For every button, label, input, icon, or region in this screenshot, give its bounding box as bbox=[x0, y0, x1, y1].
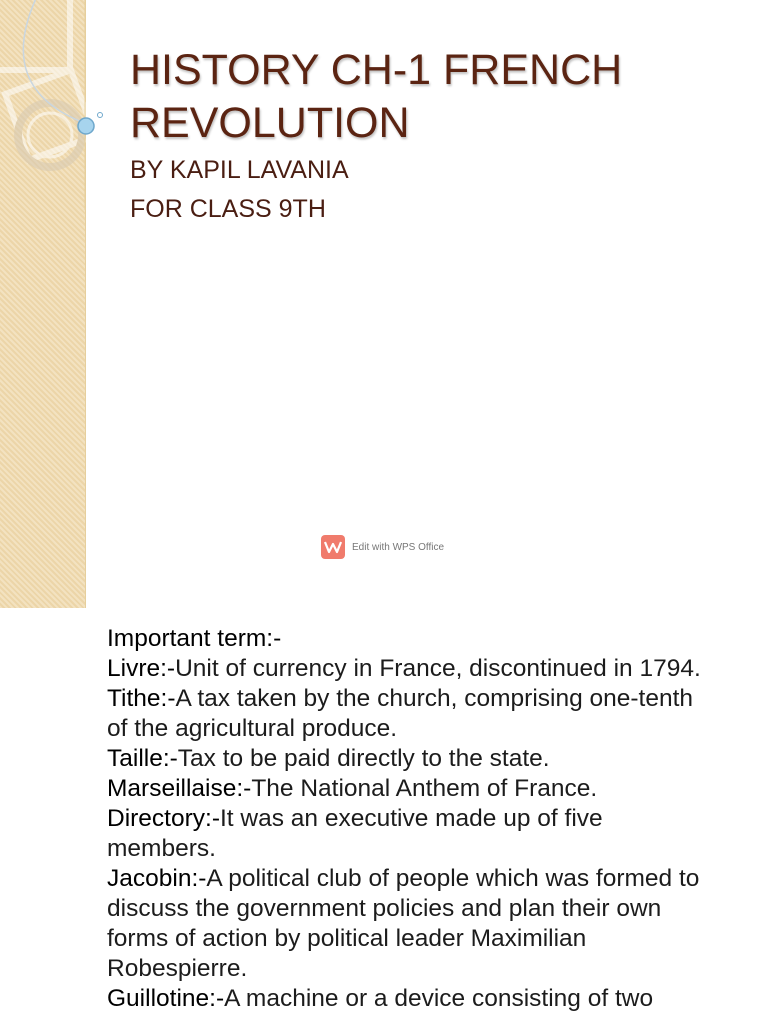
class-subtitle: FOR CLASS 9TH bbox=[130, 195, 326, 223]
wps-logo-icon bbox=[321, 535, 345, 559]
term-name: Guillotine:- bbox=[107, 985, 225, 1012]
term-definition: The National Anthem of France. bbox=[251, 775, 598, 802]
term-name: Marseillaise:- bbox=[107, 775, 252, 802]
term-item bbox=[107, 684, 707, 744]
term-item bbox=[107, 744, 707, 774]
terms-heading: Important term:- bbox=[107, 625, 282, 652]
wps-watermark-label: Edit with WPS Office bbox=[352, 541, 445, 553]
term-definition: A political club of people which was formed to discuss the government policies and plan their own forms of action by political leader Maximilian Robespierre. bbox=[107, 865, 700, 982]
term-name: Tithe:- bbox=[107, 685, 176, 712]
term-item bbox=[107, 804, 707, 864]
terms-list bbox=[107, 624, 707, 1014]
term-definition: Unit of currency in France, discontinued in 1794. bbox=[175, 655, 701, 682]
term-definition: A machine or a device consisting of two bbox=[224, 985, 654, 1012]
term-name: Livre:- bbox=[107, 655, 176, 682]
term-definition: Tax to be paid directly to the state. bbox=[177, 745, 550, 772]
author-subtitle: BY KAPIL LAVANIA bbox=[130, 156, 349, 184]
term-name: Jacobin:- bbox=[107, 865, 207, 892]
term-definition: A tax taken by the church, comprising one-tenth of the agricultural produce. bbox=[107, 685, 694, 742]
terms-slide bbox=[0, 608, 768, 1024]
decorative-circles-icon bbox=[0, 0, 110, 210]
term-item bbox=[107, 984, 707, 1014]
wps-watermark[interactable] bbox=[321, 535, 444, 559]
term-definition: It was an executive made up of five members. bbox=[107, 805, 603, 862]
term-name: Directory:- bbox=[107, 805, 220, 832]
slide-title: HISTORY CH-1 FRENCH REVOLUTION bbox=[130, 46, 623, 147]
term-item bbox=[107, 864, 707, 984]
term-name: Taille:- bbox=[107, 745, 178, 772]
term-item bbox=[107, 654, 707, 684]
term-item bbox=[107, 774, 707, 804]
